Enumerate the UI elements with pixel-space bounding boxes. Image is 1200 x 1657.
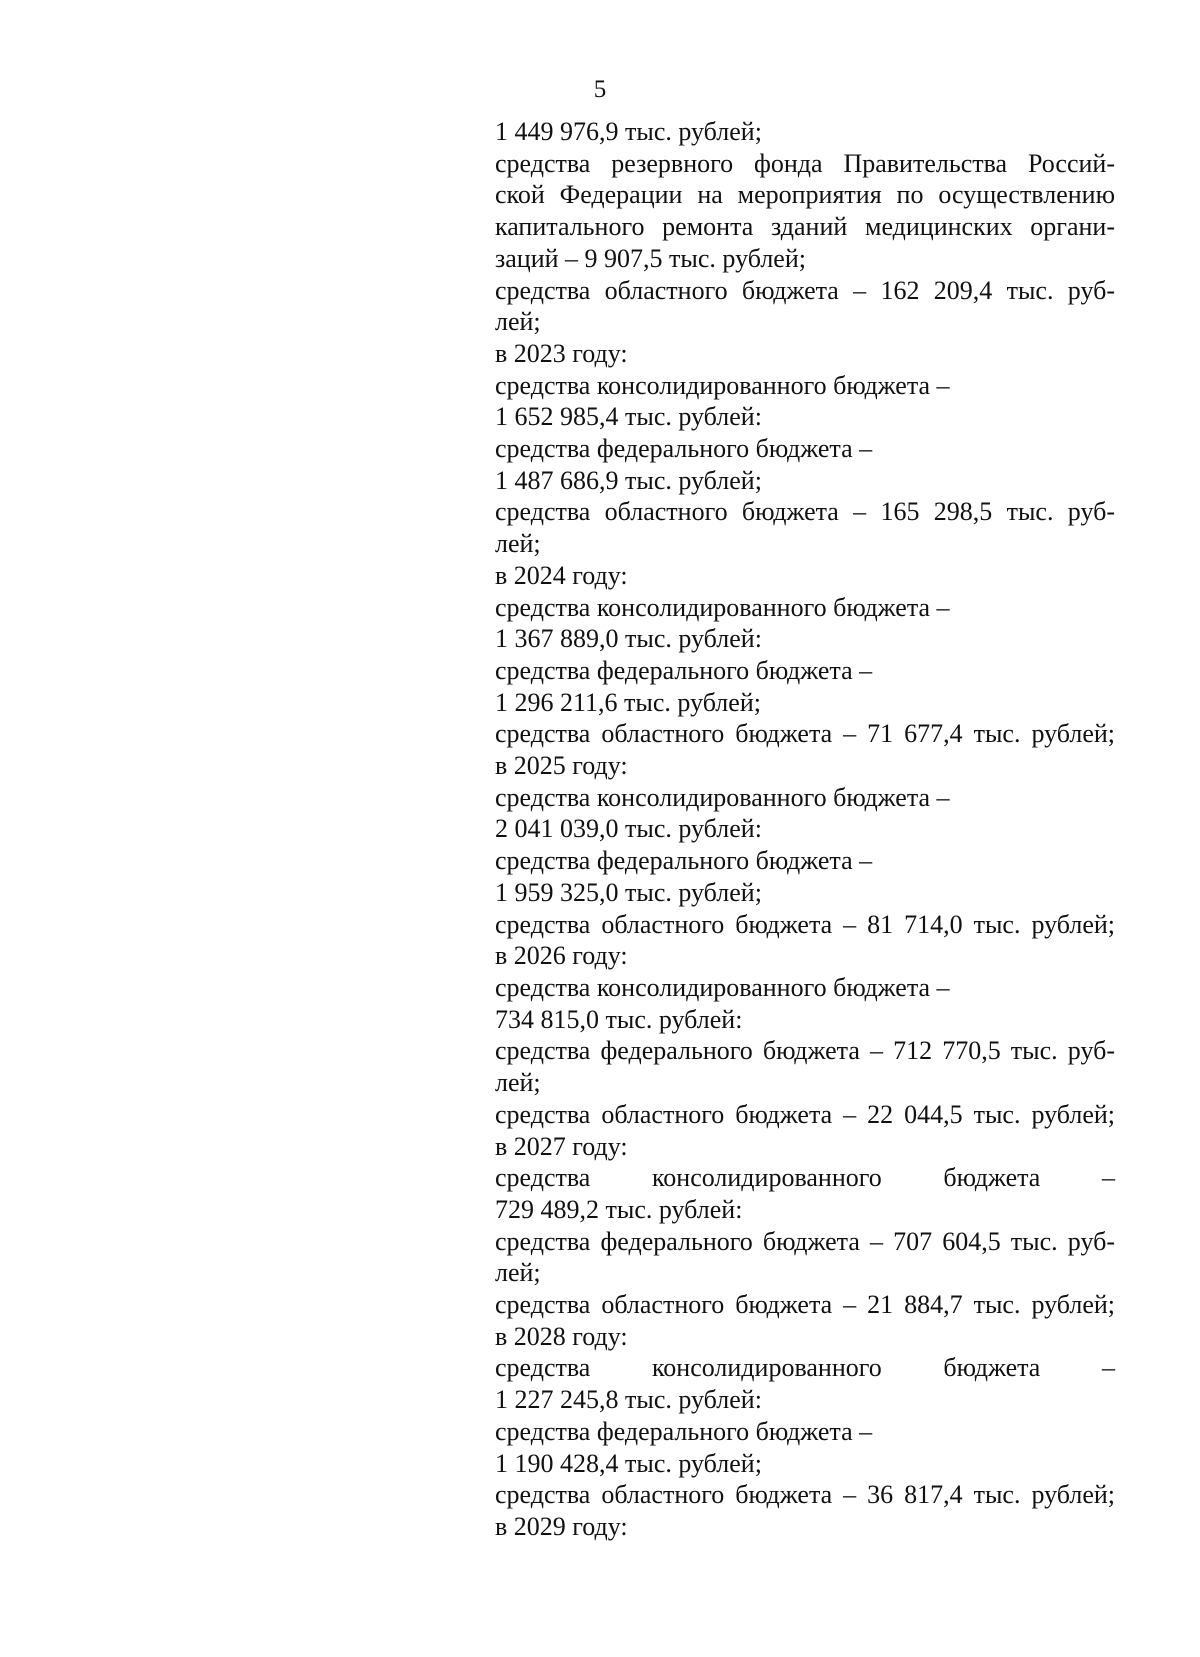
text-line: в 2024 году:: [495, 560, 628, 590]
text-line: средства консолидированного бюджета –: [495, 370, 950, 400]
text-line: средства резервного фонда Правительства Россий-: [495, 148, 1115, 178]
text-line: 2 041 039,0 тыс. рублей:: [495, 814, 762, 844]
text-line: в 2027 году:: [495, 1131, 628, 1161]
text-line: 734 815,0 тыс. рублей:: [495, 1004, 743, 1034]
text-line: в 2029 году:: [495, 1511, 628, 1541]
text-line: средства областного бюджета – 21 884,7 тыс. рублей;: [495, 1290, 1115, 1320]
text-line: средства федерального бюджета – 707 604,5 тыс. руб-: [495, 1226, 1115, 1256]
text-line: лей;: [495, 1068, 541, 1098]
document-body: [495, 116, 1115, 1543]
text-line: средства областного бюджета – 36 817,4 тыс. рублей;: [495, 1480, 1115, 1510]
text-line: в 2023 году:: [495, 338, 628, 368]
text-line: 1 190 428,4 тыс. рублей;: [495, 1448, 762, 1478]
text-line: средства федерального бюджета –: [495, 846, 873, 876]
text-line: средства федерального бюджета –: [495, 655, 873, 685]
text-line: 1 449 976,9 тыс. рублей;: [495, 117, 762, 146]
text-line: лей;: [495, 307, 541, 337]
text-line: 1 959 325,0 тыс. рублей;: [495, 877, 762, 907]
text-line: заций – 9 907,5 тыс. рублей;: [495, 243, 806, 273]
text-line: в 2025 году:: [495, 751, 628, 781]
text-line: средства консолидированного бюджета –: [495, 1163, 1115, 1193]
text-line: средства областного бюджета – 81 714,0 тыс. рублей;: [495, 909, 1115, 939]
text-line: средства областного бюджета – 71 677,4 тыс. рублей;: [495, 719, 1115, 749]
text-line: ской Федерации на мероприятия по осуществлению: [495, 180, 1115, 210]
text-line: лей;: [495, 529, 541, 559]
text-line: средства консолидированного бюджета –: [495, 972, 950, 1002]
text-line: капитального ремонта зданий медицинских органи-: [495, 212, 1115, 242]
text-line: 729 489,2 тыс. рублей:: [495, 1194, 743, 1224]
text-line: средства консолидированного бюджета –: [495, 1353, 1115, 1383]
text-line: 1 652 985,4 тыс. рублей:: [495, 402, 762, 432]
page-number: 5: [593, 76, 607, 103]
text-line: средства федерального бюджета –: [495, 1416, 873, 1446]
text-line: в 2026 году:: [495, 941, 628, 971]
text-line: средства консолидированного бюджета –: [495, 592, 950, 622]
text-line: средства федерального бюджета –: [495, 434, 873, 464]
text-line: средства областного бюджета – 162 209,4 тыс. руб-: [495, 275, 1115, 305]
text-line: в 2028 году:: [495, 1321, 628, 1351]
text-line: лей;: [495, 1258, 541, 1288]
text-line: средства консолидированного бюджета –: [495, 782, 950, 812]
text-line: средства областного бюджета – 22 044,5 тыс. рублей;: [495, 1099, 1115, 1129]
text-line: 1 296 211,6 тыс. рублей;: [495, 687, 761, 717]
text-line: средства федерального бюджета – 712 770,5 тыс. руб-: [495, 1036, 1115, 1066]
text-line: 1 367 889,0 тыс. рублей:: [495, 624, 762, 654]
text-line: 1 227 245,8 тыс. рублей:: [495, 1385, 762, 1415]
text-line: средства областного бюджета – 165 298,5 тыс. руб-: [495, 497, 1115, 527]
text-line: 1 487 686,9 тыс. рублей;: [495, 465, 762, 495]
